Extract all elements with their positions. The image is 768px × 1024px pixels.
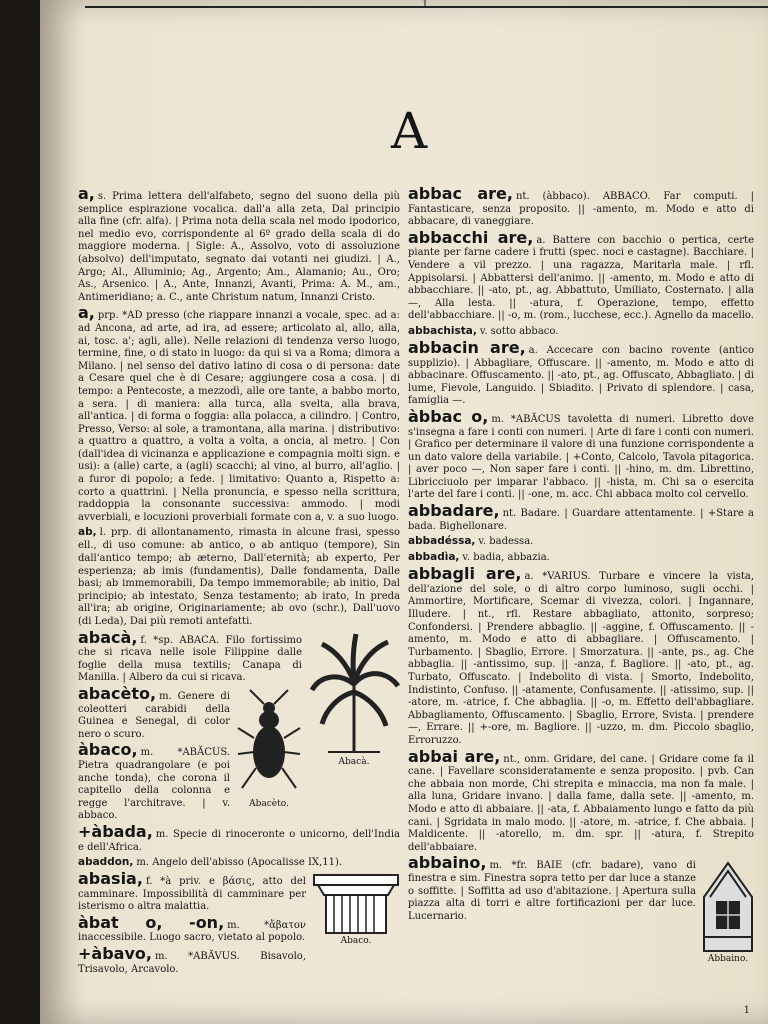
dictionary-entry — [408, 230, 754, 323]
dictionary-entry — [408, 340, 754, 408]
entry-definition: nt. (àbbaco). ABBACO. Far computi. | Fantasticare, senza proposito. || -amento, m. Modo e atto di abbacare, di vaneggiare. — [408, 191, 754, 228]
dictionary-entry — [78, 186, 400, 304]
dictionary-entry — [78, 305, 400, 524]
dictionary-entry — [408, 749, 754, 855]
entry-definition: v. badessa. — [478, 536, 534, 548]
entry-definition: s. Prima lettera dell'alfabeto, segno del suono della più semplice espirazione vocalica. dall'a alla zeta, Dal principio alla fine (cfr. alfa). | Prima nota della scala nel modo ipodorico, nel medio evo, corrispondente al 6º grado della scala di do maggiore moderna. | Sigle: A., Assolvo, voto di assoluzione (absolvo) dell'imputato, segnato dai votanti nei giudizi. | A., Argo; Al., Alluminio; Ag., Argento; Am., Alamanio; Au., Oro; As., Arsenico. | A., Ante, Innanzi, Avanti, Prima: A. M., am., Antimeridiano; a. C., ante Christum natum, Innanzi Cristo. — [78, 191, 400, 303]
entry-headword: abbai are, — [408, 748, 501, 766]
entry-headword: +àbavo, — [78, 946, 152, 964]
entry-definition: v. sotto abbaco. — [479, 325, 559, 337]
entry-headword: àbbac o, — [408, 408, 489, 426]
entry-definition: m. Genere di coleotteri carabidi della Guinea e Senegal, di color nero o scuro. — [78, 690, 230, 740]
dictionary-entry — [78, 686, 230, 741]
entry-definition: m. *ABĂCUS. Pietra quadrangolare (e poi anche tonda), che corona il capitello della colonna e regge l'architrave. | v. abbaco. — [78, 747, 230, 822]
entry-definition: m. Angelo dell'abisso (Apocalisse IX,11). — [136, 857, 343, 869]
dictionary-entry — [408, 503, 754, 533]
dictionary-entry — [78, 525, 400, 628]
dictionary-entry — [78, 915, 306, 945]
entry-headword: abaddon, — [78, 856, 134, 869]
dictionary-entry — [408, 855, 696, 923]
entry-definition: prp. *AD presso (che riappare innanzi a vocale, spec. ad a: ad Ancona, ad arte, ad ira, ad essere; articolato al, allo, alla, ai, tosc. a'; agli, alle). Nelle relazioni di tendenza verso luogo, termine, fine, o di stato in luogo: da qui si va a Roma; dimora a Milano. | nel senso del dativo latino di cosa o di persona: date a Cesare quel che è di Cesare; aggiungere cosa a cosa. | di tempo: a Pentecoste, a mezzodì, alle ore tante, a babbo morto, a sera. | di maniera: alla turca, alla svelta, alla brava, all'antica. | di forma o foggia: alla polacca, a cilindro. | Contro, Presso, Verso: al sole, a tramontana, alla marina. | distributivo: a quattro a quattro, a volta a volta, a oncia, al metro. | Con (dall'idea di vicinanza e applicazione e compagnia molti sign. e usi): a (alle) carte, a (agli) scacchi; al vino, al burro, all'aglio. | a furor di popolo; a fede. | limitativo: Quanto a, Rispetto a: corto a quattrini. | Nella pronuncia, e spesso nella scrittura, raddoppia la consonante successiva: ammodo. | modi avverbiali, e locuzioni proverbiali formate con a, v. a suo luogo. — [78, 310, 400, 523]
abaceto-beetle-illustration — [236, 688, 302, 798]
dictionary-entry — [78, 742, 230, 823]
dictionary-entry — [408, 409, 754, 502]
entry-headword: abacèto, — [78, 685, 157, 703]
right-entries — [408, 186, 754, 965]
entry-headword: àbaco, — [78, 742, 138, 760]
dictionary-entry — [408, 324, 754, 339]
entry-definition: a. Battere con bacchio o pertica, certe piante per farne cadere i frutti (spec. noci e castagne). Bacchiare. | Vendere a vil prezzo. | una ragazza, Maritarla male. | rfl. Appisolarsi. | Abbattersi dell'animo. || -amento, m. Modo e atto di abbacchiare. || -ato, pt., ag. Abbattuto, Umiliato, Costernato. | alla —, Alla lesta. || -atura, f. Operazione, tempo, effetto dell'abbacchiare. || -o, m. (rom., lucchese, ecc.). Agnello da macello. — [408, 234, 754, 322]
entry-headword: abbacin are, — [408, 339, 526, 357]
entry-headword: abbagli are, — [408, 566, 522, 584]
left-column — [78, 186, 400, 977]
abbaino-dormer-illustration — [702, 857, 754, 953]
top-mark: I — [423, 0, 427, 11]
dictionary-entry — [78, 855, 400, 870]
abbaino-figure — [702, 857, 754, 966]
entry-definition: m. Specie di rinoceronte o unicorno, dell'India e dell'Africa. — [78, 828, 400, 853]
entry-headword: àbat o, -on, — [78, 914, 225, 932]
dictionary-entry — [408, 550, 754, 565]
entry-headword: abbadìa, — [408, 551, 460, 564]
entry-definition: m. *ABĂCUS tavoletta di numeri. Libretto dove s'insegna a fare i conti con numeri. | Arte di fare i conti con numeri. | Grafico per determinare il valore di una funzione corrispondente a un dato valore della variabile. | +Conto, Calcolo, Tavola pitagorica. | aver poco —, Non saper fare i conti. || -hino, m. dm. Librettino, Libricciuolo per imparar l'abbaco. || -hista, m. Chi sa o esercita l'arte del fare i conti. || -one, m. acc. Chi abbaca molto col cervello. — [408, 413, 754, 501]
entry-headword: abbadare, — [408, 503, 500, 521]
dictionary-entry — [78, 824, 400, 854]
dictionary-entry — [408, 534, 754, 549]
right-column — [408, 186, 754, 968]
entry-definition: m. *ἄβατον inaccessibile. Luogo sacro, vietato al popolo. — [78, 919, 306, 944]
entry-definition: a. *VARIUS. Turbare e vincere la vista, dell'azione del sole, o di altro corpo luminoso, sugli occhi. | Ammortire, Mortificare, Scemar di vivezza, colori. | Ingannare, Illudere. | nt., rfl. Restare abbagliato, attonito, sorpreso; Confondersi. | Prendere abbaglio. || -aggine, f. Offuscamento. || -amento, m. Modo e atto di abbagliare. | Offuscamento. | Turbamento. | Sbaglio, Errore. | Smorzatura. || -ante, ps., ag. Che abbaglia. || -antissimo, sup. || -anza, f. Bagliore. || -ato, pt., ag. Turbato, Offuscato. | Indebolito di vista. | Smorto, Indebolito, Indistinto, Confuso. || -atamente, Confusamente. || -atissimo, sup. || -atore, m. -atrice, f. Che abbaglia. || -o, m. Effetto dell'abbagliare. Abbagliamento, Offuscamento. | Sbaglio, Errore, Svista. | prendere —, Errare. || +-ore, m. Bagliore. || -uzzo, m. dm. Piccolo sbaglio, Erroruzzo. — [408, 571, 754, 746]
abaceto-caption: Abacèto. — [249, 798, 289, 809]
abaca-figure — [308, 632, 400, 769]
abaco-column-illustration — [312, 873, 400, 935]
entry-definition: nt. Badare. | Guardare attentamente. | +Stare a bada. Bighellonare. — [408, 508, 754, 532]
dictionary-entry — [78, 946, 306, 976]
entry-headword: abbaino, — [408, 855, 487, 873]
entry-headword: +àbada, — [78, 823, 153, 841]
entry-headword: abacà, — [78, 629, 138, 647]
entry-definition: m. *ABĂVUS. Bisavolo, Trisavolo, Arcavolo. — [78, 951, 306, 975]
entry-headword: abbachista, — [408, 324, 477, 337]
entry-headword: ab, — [78, 526, 97, 539]
left-entries — [78, 186, 400, 976]
entry-definition: m. *fr. BAIE (cfr. badare), vano di finestra e sim. Finestra sopra tetto per dar luce a stanze o soffitte. | Soffitta ad uso d'abitazione. | Apertura sulla piazza alta di torri e altre fortificazioni per dar luce. Lucernario. — [408, 860, 696, 922]
dictionary-entry — [408, 566, 754, 747]
entry-definition: l. prp. di allontanamento, rimasta in alcune frasi, spesso ell., di uso comune: ab antico, o ab antiquo (tempore), Sin dall'antico tempo; ab æterno, Dall'eternità; ab experto, Per esperienza; ab imis (fundamentis), Dalle fondamenta, Dalle basi; ab immemorabili, Da tempo immemorabile; ab initio, Dal principio; ab intestato, Senza testamento; ab irato, In preda all'ira; ab origine, Originariamente; ab ovo (schr.), Dall'uovo (di Leda), Dai più remoti antefatti. — [78, 527, 400, 627]
entry-definition: f. *sp. ABACA. Filo fortissimo che si ricava nelle isole Filippine dalle foglie della musa textilis; Canapa di Manilla. | Albero da cui si ricava. — [78, 634, 302, 684]
abbaino-caption: Abbaino. — [707, 954, 749, 965]
entry-definition: nt., onm. Gridare, del cane. | Gridare come fa il cane. | Favellare sconsideratamente e senza proposito. | pvb. Can che abbaia non morde, Chi strepita e minaccia, ma non fa male. | alla luna, Gridare invano. | dalla fame, dalla sete. || -amento, m. Modo e atto di abbaiare. || -ata, f. Abbaiamento lungo e fatto da più cani. | Sgridata in malo modo. || -atore, m. -atrice, f. Che abbaia. | Maldicente. || -atorello, m. dm. spr. || -atura, f. Strepito dell'abbaiare. — [408, 753, 754, 853]
page-number: 1 — [743, 1005, 750, 1016]
entry-definition: f. *à priv. e βάσις, atto del camminare. Impossibilità di camminare per isterismo o altra malattia. — [78, 876, 306, 913]
abaceto-figure — [236, 688, 302, 811]
entry-headword: abbadéssa, — [408, 535, 476, 548]
dictionary-entry — [408, 186, 754, 229]
abaca-caption: Abacà. — [338, 756, 370, 767]
abaca-plant-illustration — [308, 632, 400, 756]
section-letter: A — [390, 102, 428, 160]
dictionary-page — [40, 0, 768, 1024]
entry-headword: abbac are, — [408, 186, 513, 203]
abaco-figure — [312, 873, 400, 948]
entry-headword: a, — [78, 186, 95, 203]
dictionary-entry — [78, 871, 306, 914]
entry-definition: a. Accecare con bacino rovente (antico supplizio). | Abbagliare, Offuscare. || -amento, m. Modo e atto di abbacinare. Offuscamento. || -ato, pt., ag. Offuscato, Abbagliato. | di lume, Fievole, Languido. | Sbiadito. | Privato di splendore. | casa, famiglia —. — [408, 344, 754, 407]
entry-definition: v. badia, abbazia. — [462, 552, 550, 564]
entry-headword: a, — [78, 305, 95, 323]
entry-headword: abasia, — [78, 871, 143, 889]
dictionary-entry — [78, 630, 302, 685]
abaco-caption: Abaco. — [340, 936, 372, 947]
entry-headword: abbacchi are, — [408, 229, 534, 247]
